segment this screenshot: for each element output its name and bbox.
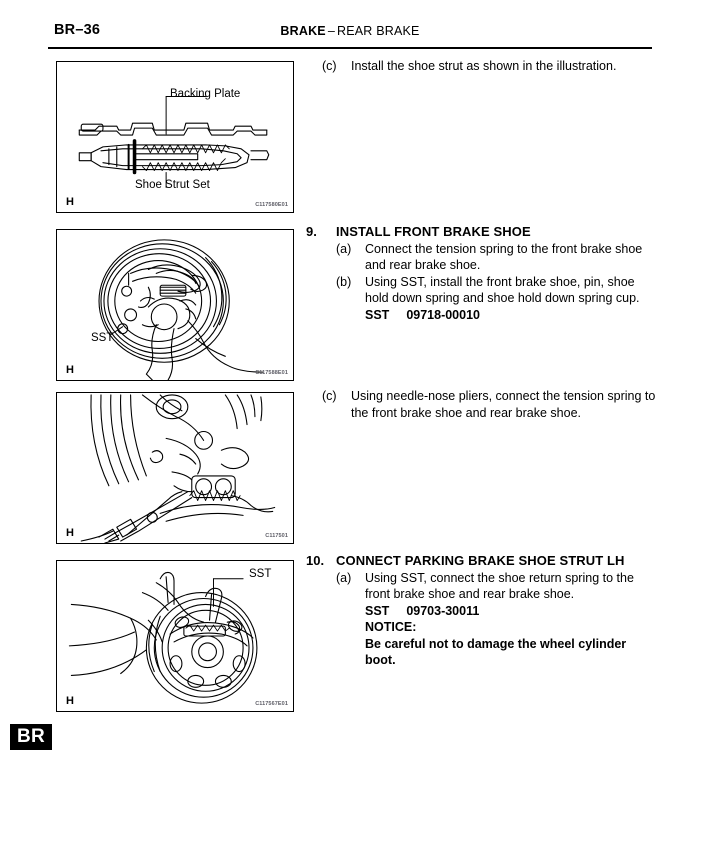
figure-connect-parking-brake-shoe-strut-sst	[56, 560, 294, 712]
figure-2-code: C117588E01	[255, 369, 288, 376]
step-10-sst-number: 09703-30011	[406, 603, 480, 618]
figure-2-label-sst: SST	[91, 332, 114, 344]
instruction-needle-nose-pliers	[322, 388, 662, 421]
figure-1-label-shoe-strut-set: Shoe Strut Set	[135, 179, 210, 191]
page-title	[48, 24, 652, 38]
page-title-dash: –	[327, 24, 335, 38]
step-10-heading	[306, 553, 646, 570]
pliers-tension-spring-diagram-icon	[57, 393, 293, 543]
page-number: BR–36	[54, 22, 101, 38]
instruction-install-shoe-strut	[322, 58, 662, 75]
step-10-sst-label: SST	[365, 603, 390, 618]
step-9-sst-number: 09718-00010	[406, 307, 480, 322]
section-tab-br: BR	[10, 724, 52, 750]
figure-1-label-backing-plate: Backing Plate	[170, 88, 241, 100]
notice-text: Be careful not to damage the wheel cylinder boot.	[365, 636, 627, 667]
figure-install-front-brake-shoe-sst	[56, 229, 294, 381]
step-9-item-b-text	[365, 274, 646, 324]
step-9-title: INSTALL FRONT BRAKE SHOE	[336, 224, 531, 239]
drum-brake-sst-return-spring-diagram-icon	[57, 561, 293, 711]
notice-label: NOTICE:	[365, 620, 417, 634]
page-header	[48, 22, 652, 48]
instruction-marker: (c)	[322, 389, 337, 403]
step-9-number: 9.	[306, 224, 317, 239]
header-divider	[48, 47, 652, 49]
instruction-marker: (c)	[322, 59, 337, 73]
step-9-item-a	[306, 241, 646, 274]
instruction-text: Install the shoe strut as shown in the illustration.	[351, 59, 617, 73]
step-9-sst-label: SST	[365, 307, 390, 322]
step-10-title: CONNECT PARKING BRAKE SHOE STRUT LH	[336, 553, 625, 568]
step-9-item-a-marker: (a)	[336, 241, 352, 256]
step-9-item-b-body: Using SST, install the front brake shoe, pin, shoe hold down spring and shoe hold down spring cup.	[365, 274, 640, 305]
step-9-item-b-marker: (b)	[336, 274, 352, 289]
step-10-item-a-marker: (a)	[336, 570, 352, 585]
step-10-sst-line	[365, 603, 646, 620]
page-title-sub: REAR BRAKE	[337, 24, 420, 38]
drum-brake-hand-sst-diagram-icon	[57, 230, 293, 380]
figure-4-code: C117567E01	[255, 700, 288, 707]
step-9-heading	[306, 224, 646, 241]
figure-needle-nose-pliers-tension-spring	[56, 392, 294, 544]
figure-3-marker: H	[66, 527, 74, 539]
page-title-main: BRAKE	[280, 24, 326, 38]
step-10-item-a-text	[365, 570, 646, 669]
figure-3-code: C117501	[265, 532, 288, 539]
figure-1-code: C117580E01	[255, 201, 288, 208]
instruction-text: Using needle-nose pliers, connect the tension spring to the front brake shoe and rear brake shoe.	[351, 389, 656, 420]
step-10-number: 10.	[306, 553, 325, 568]
step-9	[306, 224, 646, 323]
step-10-item-a	[306, 570, 646, 669]
figure-2-marker: H	[66, 364, 74, 376]
step-10-item-a-body: Using SST, connect the shoe return spring to the front brake shoe and rear brake shoe.	[365, 570, 634, 601]
step-9-sst-line	[365, 307, 646, 324]
figure-1-marker: H	[66, 196, 74, 208]
step-9-item-a-text: Connect the tension spring to the front brake shoe and rear brake shoe.	[365, 241, 643, 272]
figure-4-marker: H	[66, 695, 74, 707]
figure-backing-plate-shoe-strut	[56, 61, 294, 213]
step-9-item-b	[306, 274, 646, 324]
figure-4-label-sst: SST	[249, 568, 272, 580]
step-10	[306, 553, 646, 669]
